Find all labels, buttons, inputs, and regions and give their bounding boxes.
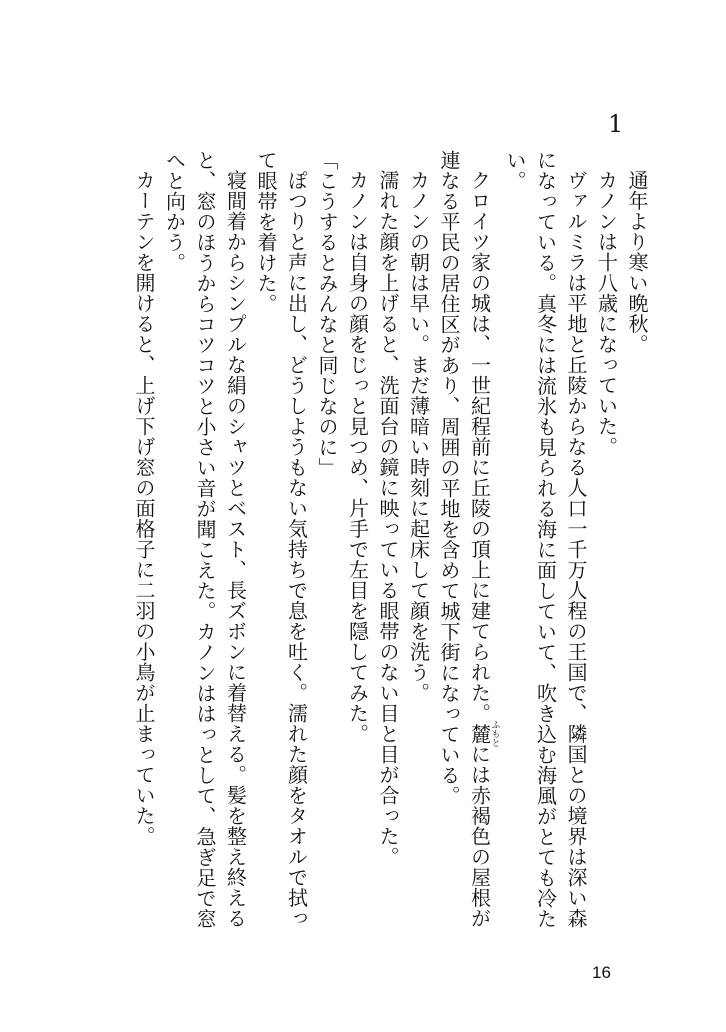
ruby-base: 麓 [467,720,492,748]
paragraph-segment: には赤褐色の屋根が連なる平民の居住区があり、周囲の平地を含めて城下街になっている。 [437,150,492,929]
paragraph: 濡れた顔を上げると、洗面台の鏡に映っている眼帯のない目と目が合った。 [376,170,400,867]
paragraph-segment: クロイツ家の城は、一世紀程前に丘陵の頂上に建てられた。 [467,170,492,724]
paragraph: カノンの朝は早い。まだ薄暗い時刻に起床して顔を洗う。 [406,170,431,703]
paragraph: カノンは十八歳になっていた。 [594,170,619,457]
dialogue-paragraph: 「こうするとみんなと同じなのに」 [315,150,339,478]
ruby-annotation [467,720,500,748]
chapter-number: 1 [608,110,624,138]
ruby-reading: ふもと [489,720,500,748]
paragraph [434,150,500,930]
body-text [92,150,652,930]
paragraph: ぽつりと声に出し、どうしようもない気持ちで息を吐く。濡れた顔をタオルで拭って眼帯を着けた。 [254,150,309,929]
paragraph: 寝間着からシンプルな絹のシャツとベスト、長ズボンに着替える。髪を整え終えると、窓のほうからコツコツと小さい音が聞こえた。カノンははっとして、急ぎ足で窓へと向かう。 [162,150,248,929]
page-number: 16 [592,963,611,982]
paragraph: ヴァルミラは平地と丘陵からなる人口一千万人程の王国で、隣国との境界は深い森になっている。真冬には流氷も見られる海に面していて、吹き込む海風がとても冷たい。 [503,150,588,929]
paragraph: カーテンを開けると、上げ下げ窓の面格子に二羽の小鳥が止まっていた。 [132,170,156,847]
paragraph: カノンは自身の顔をじっと見つめ、片手で左目を隠してみた。 [345,170,370,744]
paragraph: 通年より寒い晩秋。 [625,170,649,355]
